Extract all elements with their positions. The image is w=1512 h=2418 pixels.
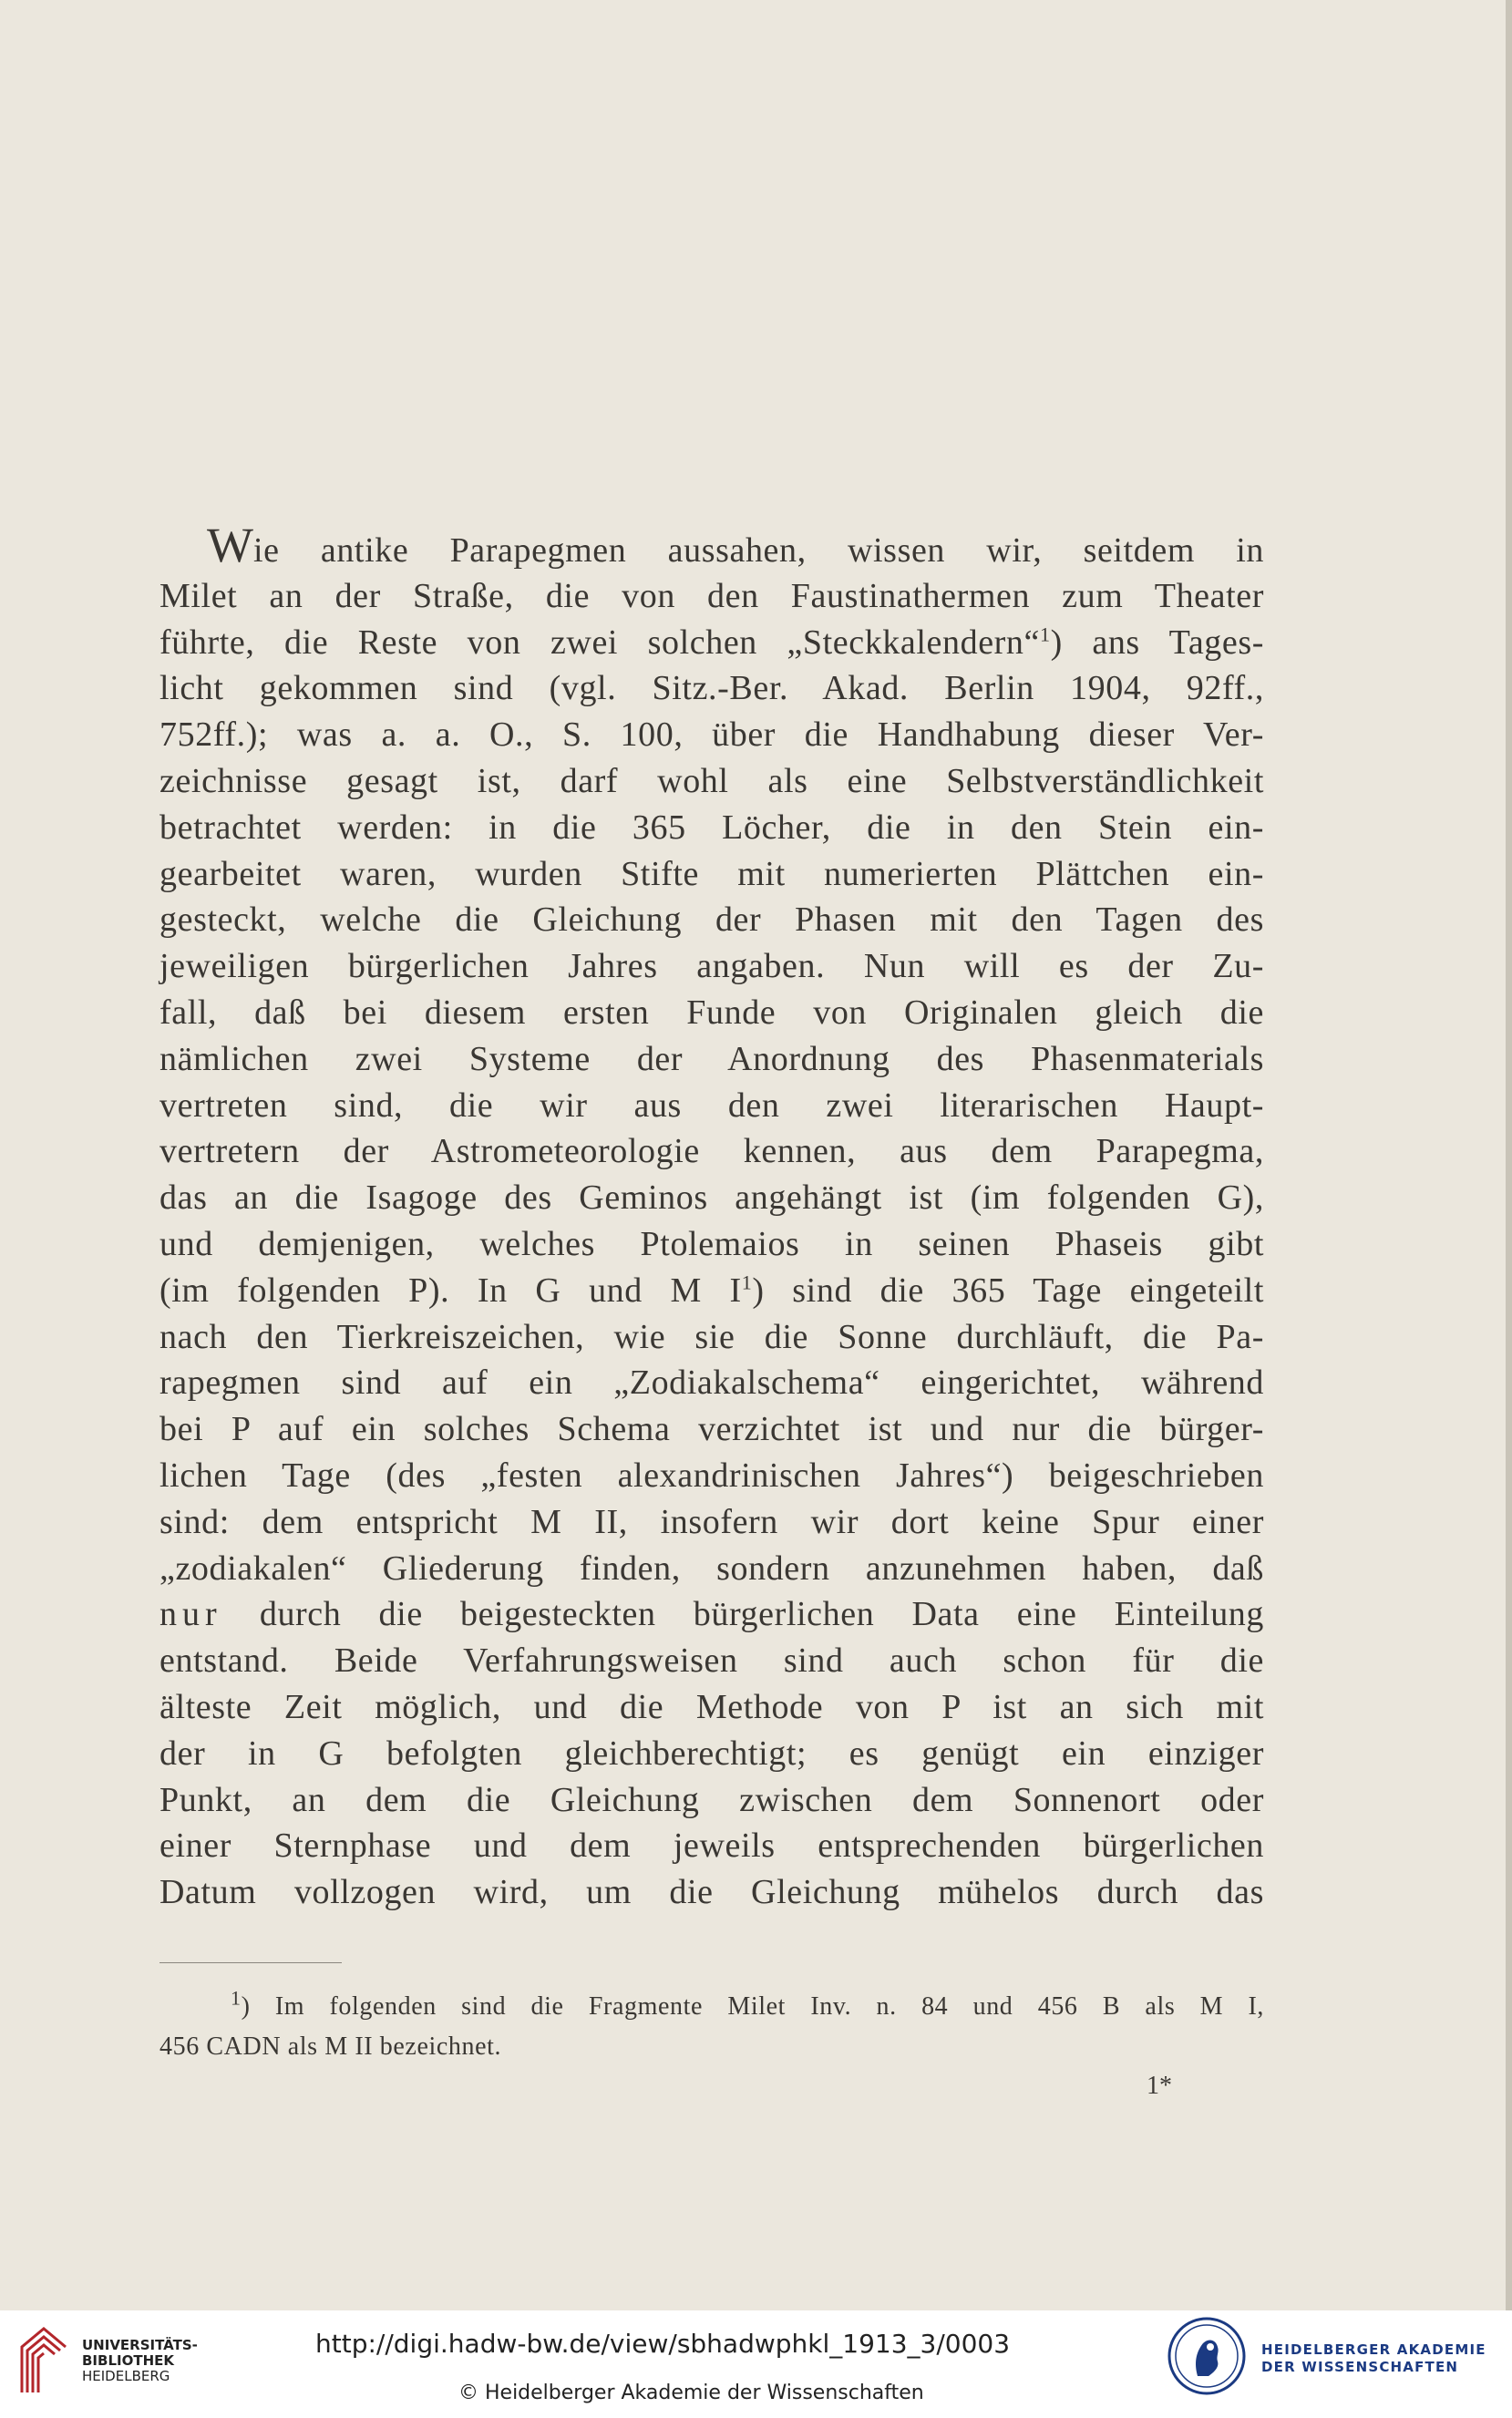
- footer-bar: [0, 2310, 1512, 2418]
- text-line: gesteckt, welche die Gleichung der Phasen mit den Tagen des: [159, 900, 1264, 940]
- text-line: älteste Zeit möglich, und die Methode von P ist an sich mit: [159, 1687, 1264, 1726]
- academy-seal-icon: [1167, 2316, 1247, 2396]
- text-line: Wie antike Parapegmen aussahen, wissen wir, seitdem in: [207, 518, 1264, 572]
- text-line: (im folgenden P). In G und M I$^1$) sind die 365 Tage eingeteilt: [159, 1271, 1264, 1310]
- text-line: bei P auf ein solches Schema verzichtet ist und nur die bürger-: [159, 1410, 1264, 1449]
- footnote-line: 456 CADN als M II bezeichnet.: [159, 2032, 502, 2061]
- drop-cap: W: [207, 518, 253, 572]
- text-line: vertreten sind, die wir aus den zwei literarischen Haupt-: [159, 1086, 1264, 1125]
- text-line: zeichnisse gesagt ist, darf wohl als eine Selbstverständlichkeit: [159, 761, 1264, 800]
- footnote-marker: 1: [231, 1986, 242, 2010]
- text-line: und demjenigen, welches Ptolemaios in seinen Phaseis gibt: [159, 1224, 1264, 1263]
- text-line: nur durch die beigesteckten bürgerlichen Data eine Einteilung: [159, 1595, 1264, 1634]
- text-line: einer Sternphase und dem jeweils entsprechenden bürgerlichen: [159, 1826, 1264, 1866]
- footnote-reference[interactable]: 1: [1039, 622, 1051, 645]
- text-line: fall, daß bei diesem ersten Funde von Originalen gleich die: [159, 993, 1264, 1032]
- footnote-line: $^1$) Im folgenden sind die Fragmente Milet Inv. n. 84 und 456 B als M I,: [231, 1986, 1264, 2021]
- footnote-divider: [159, 1962, 342, 1963]
- text-line: „zodiakalen“ Gliederung finden, sondern anzunehmen haben, daß: [159, 1549, 1264, 1588]
- text-line: betrachtet werden: in die 365 Löcher, die in den Stein ein-: [159, 808, 1264, 847]
- text-line: lichen Tage (des „festen alexandrinischen Jahres“) beigeschrieben: [159, 1456, 1264, 1495]
- academy-name: HEIDELBERGER AKADEMIE DER WISSENSCHAFTEN: [1261, 2341, 1486, 2375]
- ub-logo-icon: [16, 2320, 71, 2398]
- ub-name: UNIVERSITÄTS- BIBLIOTHEK HEIDELBERG: [82, 2337, 198, 2384]
- text-line: rapegmen sind auf ein „Zodiakalschema“ eingerichtet, während: [159, 1363, 1264, 1403]
- spaced-emphasis: nur: [159, 1595, 222, 1634]
- text-line: führte, die Reste von zwei solchen „Steckkalendern“$^1$) ans Tages-: [159, 622, 1264, 662]
- text-line: sind: dem entspricht M II, insofern wir dort keine Spur einer: [159, 1502, 1264, 1541]
- signature-mark: 1*: [1147, 2072, 1172, 2100]
- text-line: gearbeitet waren, wurden Stifte mit numerierten Plättchen ein-: [159, 854, 1264, 893]
- text-line: licht gekommen sind (vgl. Sitz.-Ber. Akad. Berlin 1904, 92ff.,: [159, 669, 1264, 708]
- permalink-url[interactable]: http://digi.hadw-bw.de/view/sbhadwphkl_1913_3/0003: [315, 2329, 1011, 2359]
- text-line: 752ff.); was a. a. O., S. 100, über die Handhabung dieser Ver-: [159, 715, 1264, 755]
- text-line: Milet an der Straße, die von den Faustinathermen zum Theater: [159, 576, 1264, 615]
- footnote-reference[interactable]: 1: [741, 1271, 753, 1294]
- body-text: [159, 518, 1264, 1916]
- text-line: das an die Isagoge des Geminos angehängt ist (im folgenden G),: [159, 1178, 1264, 1218]
- text-line: entstand. Beide Verfahrungsweisen sind auch schon für die: [159, 1641, 1264, 1681]
- text-line: jeweiligen bürgerlichen Jahres angaben. Nun will es der Zu-: [159, 947, 1264, 986]
- text-line: nach den Tierkreiszeichen, wie sie die Sonne durchläuft, die Pa-: [159, 1317, 1264, 1356]
- text-line: Punkt, an dem die Gleichung zwischen dem Sonnenort oder: [159, 1780, 1264, 1819]
- text-line: nämlichen zwei Systeme der Anordnung des Phasenmaterials: [159, 1039, 1264, 1078]
- footnote: [159, 1987, 1264, 2067]
- text-line: vertretern der Astrometeorologie kennen, aus dem Parapegma,: [159, 1132, 1264, 1171]
- text-line: der in G befolgten gleichberechtigt; es genügt ein einziger: [159, 1734, 1264, 1773]
- text-line: Datum vollzogen wird, um die Gleichung mühelos durch das: [159, 1873, 1264, 1912]
- copyright-notice: © Heidelberger Akademie der Wissenschaften: [458, 2382, 924, 2404]
